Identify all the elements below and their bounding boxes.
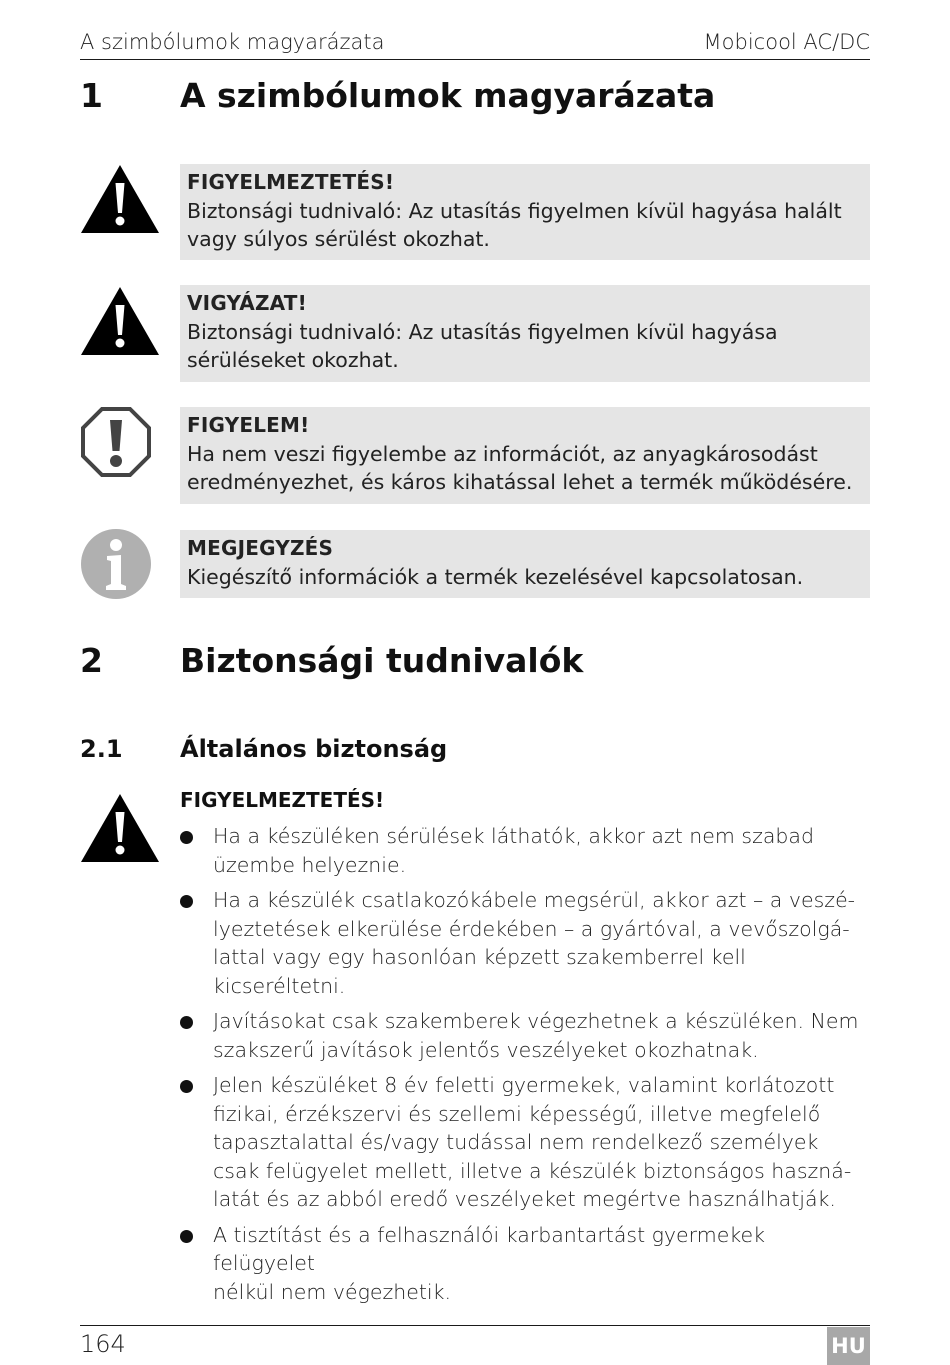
list-item (180, 1221, 870, 1307)
bullet-line: lyeztetések elkerülése érdekében – a gyártóval, a vevőszolgá- (213, 916, 850, 941)
list-item (180, 1071, 870, 1214)
bullet-line: Ha a készülék csatlakozókábele megsérül, akkor azt – a veszé- (213, 888, 856, 912)
info-circle-icon (80, 528, 152, 600)
signal-word: FIGYELMEZTETÉS! (187, 170, 395, 194)
symbol-box-notice (180, 407, 870, 504)
symbol-text-line: Kiegészítő információk a termék kezelésével kapcsolatosan. (187, 564, 804, 589)
footer-divider (80, 1325, 870, 1326)
subsection-number: 2.1 (80, 735, 123, 763)
bullet-line: kicseréltetni. (213, 973, 346, 998)
running-header (80, 28, 870, 60)
bullet-line: Javításokat csak szakemberek végezhetnek a készüléken. Nem (213, 1009, 859, 1033)
list-item (180, 886, 870, 1000)
symbol-box-note (180, 530, 870, 598)
safety-bullet-list (180, 822, 870, 1313)
bullet-line: fizikai, érzékszervi és szellemi képességű, illetve megfelelő (213, 1101, 821, 1126)
symbol-text-line: vagy súlyos sérülést okozhat. (187, 227, 490, 251)
symbol-text-line: eredményezhet, és káros kihatással lehet a termék működésére. (187, 470, 853, 494)
signal-word: FIGYELMEZTETÉS! (180, 788, 385, 812)
running-header-product: Mobicool AC/DC (703, 30, 870, 54)
symbol-text-line: sérüléseket okozhat. (187, 348, 399, 372)
section-1-number: 1 (80, 76, 103, 115)
running-header-chapter: A szimbólumok magyarázata (80, 30, 385, 54)
signal-word: VIGYÁZAT! (187, 291, 307, 315)
signal-word: MEGJEGYZÉS (187, 536, 334, 560)
symbol-box-warning (180, 164, 870, 260)
subsection-title: Általános biztonság (180, 735, 448, 763)
bullet-line: üzembe helyeznie. (213, 852, 407, 877)
warning-triangle-icon (80, 792, 160, 864)
language-badge: HU (827, 1327, 870, 1365)
section-1-title: A szimbólumok magyarázata (180, 76, 716, 115)
symbol-box-caution (180, 285, 870, 382)
section-2-title: Biztonsági tudnivalók (180, 641, 584, 680)
signal-word: FIGYELEM! (187, 413, 310, 437)
page-number: 164 (80, 1330, 126, 1358)
symbol-text-line: Biztonsági tudnivaló: Az utasítás figyelmen kívül hagyása halált (187, 198, 842, 223)
symbol-text-line: Biztonsági tudnivaló: Az utasítás figyelmen kívül hagyása (187, 319, 778, 344)
bullet-line: Ha a készüléken sérülések láthatók, akkor azt nem szabad (213, 824, 814, 848)
bullet-line: A tisztítást és a felhasználói karbantartást gyermekek felügyelet (213, 1222, 765, 1275)
bullet-line: szakszerű javítások jelentős veszélyeket okozhatnak. (213, 1037, 759, 1062)
octagon-exclamation-icon (80, 406, 152, 478)
list-item (180, 1007, 870, 1064)
bullet-line: Jelen készüléket 8 év feletti gyermekek, valamint korlátozott (213, 1073, 835, 1097)
bullet-line: tapasztalattal és/vagy tudással nem rendelkező személyek (213, 1130, 819, 1154)
warning-triangle-icon (80, 163, 160, 235)
bullet-line: latát és az abból eredő veszélyeket megértve használhatják. (213, 1187, 836, 1211)
list-item (180, 822, 870, 879)
section-2-number: 2 (80, 641, 103, 680)
warning-triangle-icon (80, 285, 160, 357)
bullet-line: nélkül nem végezhetik. (213, 1279, 451, 1304)
bullet-line: csak felügyelet mellett, illetve a készülék biztonságos haszná- (213, 1158, 852, 1183)
symbol-text-line: Ha nem veszi figyelembe az információt, az anyagkárosodást (187, 441, 818, 466)
bullet-line: lattal vagy egy hasonlóan képzett szakemberrel kell (213, 945, 746, 969)
